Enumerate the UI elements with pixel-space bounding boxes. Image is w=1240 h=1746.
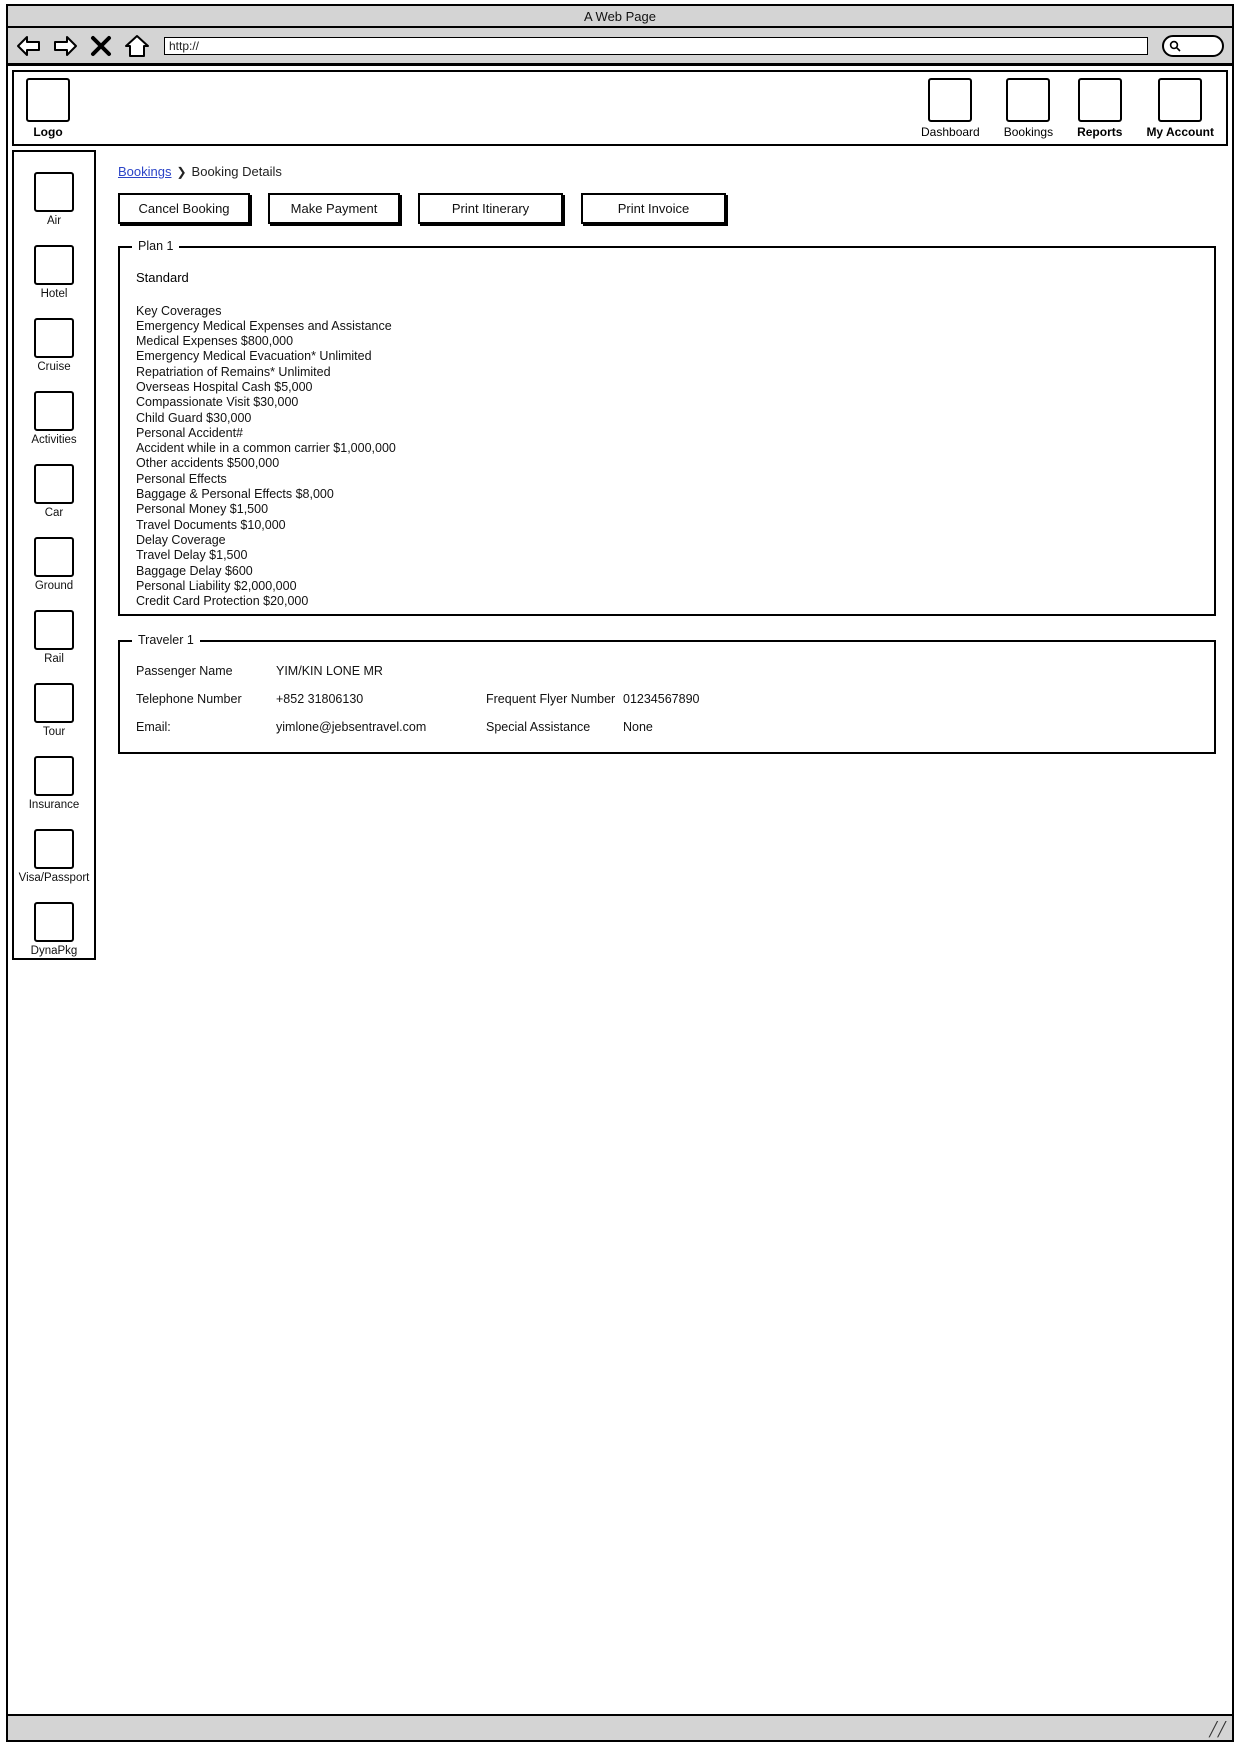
- traveler-details: [136, 664, 1198, 734]
- print-itinerary-button[interactable]: Print Itinerary: [418, 193, 563, 224]
- traveler-legend: Traveler 1: [132, 633, 200, 647]
- rail-icon: [34, 610, 74, 650]
- nav-label-dashboard: Dashboard: [921, 124, 980, 139]
- sidebar-label-tour: Tour: [42, 726, 66, 738]
- list-item: Medical Expenses $800,000: [136, 334, 294, 349]
- ground-icon: [34, 537, 74, 577]
- sidebar-item-dynapkg[interactable]: [14, 902, 94, 957]
- sidebar-label-cruise: Cruise: [37, 361, 71, 373]
- field-label: Frequent Flyer Number: [486, 692, 616, 706]
- forward-arrow-icon[interactable]: [52, 33, 78, 59]
- my-account-icon: [1158, 78, 1202, 122]
- field-label: Special Assistance: [486, 720, 591, 734]
- status-bar: [8, 1714, 1232, 1740]
- browser-navbar: [8, 28, 1232, 66]
- sidebar-label-car: Car: [44, 507, 64, 519]
- list-item: Delay Coverage: [136, 532, 226, 547]
- sidebar-item-rail[interactable]: [14, 610, 94, 665]
- sidebar-label-rail: Rail: [44, 653, 64, 665]
- list-item: Accident while in a common carrier $1,000,000: [136, 441, 396, 456]
- url-text: http://: [169, 38, 200, 53]
- sidebar-item-air[interactable]: [14, 172, 94, 227]
- search-box[interactable]: [1162, 35, 1224, 57]
- cancel-booking-button[interactable]: Cancel Booking: [118, 193, 250, 224]
- table-row: [136, 664, 1198, 678]
- field-value: 01234567890: [623, 692, 700, 706]
- nav-item-reports[interactable]: [1077, 78, 1122, 139]
- plan-panel: [118, 239, 1216, 616]
- bookings-icon: [1006, 78, 1050, 122]
- breadcrumb-separator: ❯: [176, 165, 187, 179]
- list-item: Baggage & Personal Effects $8,000: [136, 487, 334, 502]
- resize-grip-icon[interactable]: ╱╱: [1209, 1721, 1226, 1737]
- list-item: Child Guard $30,000: [136, 410, 252, 425]
- nav-item-my-account[interactable]: [1146, 78, 1214, 139]
- breadcrumb-current: Booking Details: [191, 164, 282, 179]
- sidebar-item-cruise[interactable]: [14, 318, 94, 373]
- cruise-icon: [34, 318, 74, 358]
- table-row: [136, 720, 1198, 734]
- list-item: Personal Liability $2,000,000: [136, 578, 297, 593]
- list-item: Travel Documents $10,000: [136, 517, 286, 532]
- sidebar-item-tour[interactable]: [14, 683, 94, 738]
- coverage-heading: Key Coverages: [136, 303, 222, 318]
- logo-label: Logo: [33, 124, 63, 139]
- activities-icon: [34, 391, 74, 431]
- sidebar-label-dynapkg: DynaPkg: [30, 945, 78, 957]
- list-item: Travel Delay $1,500: [136, 548, 248, 563]
- field-label: Telephone Number: [136, 692, 242, 706]
- breadcrumb-link-bookings[interactable]: Bookings: [118, 164, 172, 179]
- sidebar-item-hotel[interactable]: [14, 245, 94, 300]
- list-item: Emergency Medical Evacuation* Unlimited: [136, 349, 372, 364]
- field-value: +852 31806130: [276, 692, 364, 706]
- sidebar-item-visa-passport[interactable]: [14, 829, 94, 884]
- table-row: [136, 692, 1198, 706]
- reports-icon: [1078, 78, 1122, 122]
- sidebar-item-activities[interactable]: [14, 391, 94, 446]
- car-icon: [34, 464, 74, 504]
- list-item: Overseas Hospital Cash $5,000: [136, 379, 313, 394]
- search-icon: [1169, 40, 1181, 52]
- field-value: YIM/KIN LONE MR: [276, 664, 383, 678]
- plan-name: Standard: [136, 270, 189, 285]
- make-payment-button[interactable]: Make Payment: [268, 193, 400, 224]
- plan-legend: Plan 1: [132, 239, 179, 253]
- dynapkg-icon: [34, 902, 74, 942]
- hotel-icon: [34, 245, 74, 285]
- traveler-panel: [118, 633, 1216, 754]
- list-item: Personal Effects: [136, 471, 227, 486]
- close-x-icon[interactable]: [88, 33, 114, 59]
- air-icon: [34, 172, 74, 212]
- url-input[interactable]: [164, 37, 1148, 55]
- list-item: Credit Card Protection $20,000: [136, 594, 309, 609]
- breadcrumb: [118, 164, 1216, 179]
- nav-label-my-account: My Account: [1146, 124, 1214, 139]
- browser-window: [6, 4, 1234, 1742]
- list-item: Emergency Medical Expenses and Assistance: [136, 318, 392, 333]
- list-item: Other accidents $500,000: [136, 456, 280, 471]
- back-arrow-icon[interactable]: [16, 33, 42, 59]
- visa-passport-icon: [34, 829, 74, 869]
- print-invoice-button[interactable]: Print Invoice: [581, 193, 726, 224]
- nav-label-reports: Reports: [1077, 124, 1123, 139]
- window-title: A Web Page: [583, 8, 657, 24]
- home-icon[interactable]: [124, 33, 150, 59]
- nav-item-bookings[interactable]: [1004, 78, 1053, 139]
- field-value: yimlone@jebsentravel.com: [276, 720, 427, 734]
- sidebar-item-insurance[interactable]: [14, 756, 94, 811]
- field-value: None: [623, 720, 653, 734]
- sidebar-label-air: Air: [46, 215, 62, 227]
- logo-image-placeholder: [26, 78, 70, 122]
- sidebar-item-ground[interactable]: [14, 537, 94, 592]
- list-item: Repatriation of Remains* Unlimited: [136, 364, 331, 379]
- main-content: [118, 164, 1216, 778]
- app-header: [12, 70, 1228, 146]
- sidebar-label-visa-passport: Visa/Passport: [18, 872, 90, 884]
- field-label: Email:: [136, 720, 171, 734]
- sidebar-item-car[interactable]: [14, 464, 94, 519]
- logo[interactable]: [26, 78, 70, 139]
- browser-titlebar: [8, 6, 1232, 28]
- nav-label-bookings: Bookings: [1003, 124, 1054, 139]
- sidebar-label-activities: Activities: [31, 434, 77, 446]
- tour-icon: [34, 683, 74, 723]
- sidebar-label-ground: Ground: [34, 580, 74, 592]
- sidebar-label-insurance: Insurance: [28, 799, 80, 811]
- field-label: Passenger Name: [136, 664, 233, 678]
- insurance-icon: [34, 756, 74, 796]
- dashboard-icon: [928, 78, 972, 122]
- top-navigation: [921, 78, 1214, 139]
- list-item: Personal Money $1,500: [136, 502, 269, 517]
- coverage-list: [136, 303, 1198, 609]
- list-item: Personal Accident#: [136, 425, 244, 440]
- nav-item-dashboard[interactable]: [921, 78, 980, 139]
- list-item: Baggage Delay $600: [136, 563, 253, 578]
- page-body: [8, 66, 1232, 1740]
- left-sidebar: [12, 150, 96, 960]
- sidebar-label-hotel: Hotel: [40, 288, 68, 300]
- action-button-row: [118, 193, 1216, 224]
- list-item: Compassionate Visit $30,000: [136, 395, 299, 410]
